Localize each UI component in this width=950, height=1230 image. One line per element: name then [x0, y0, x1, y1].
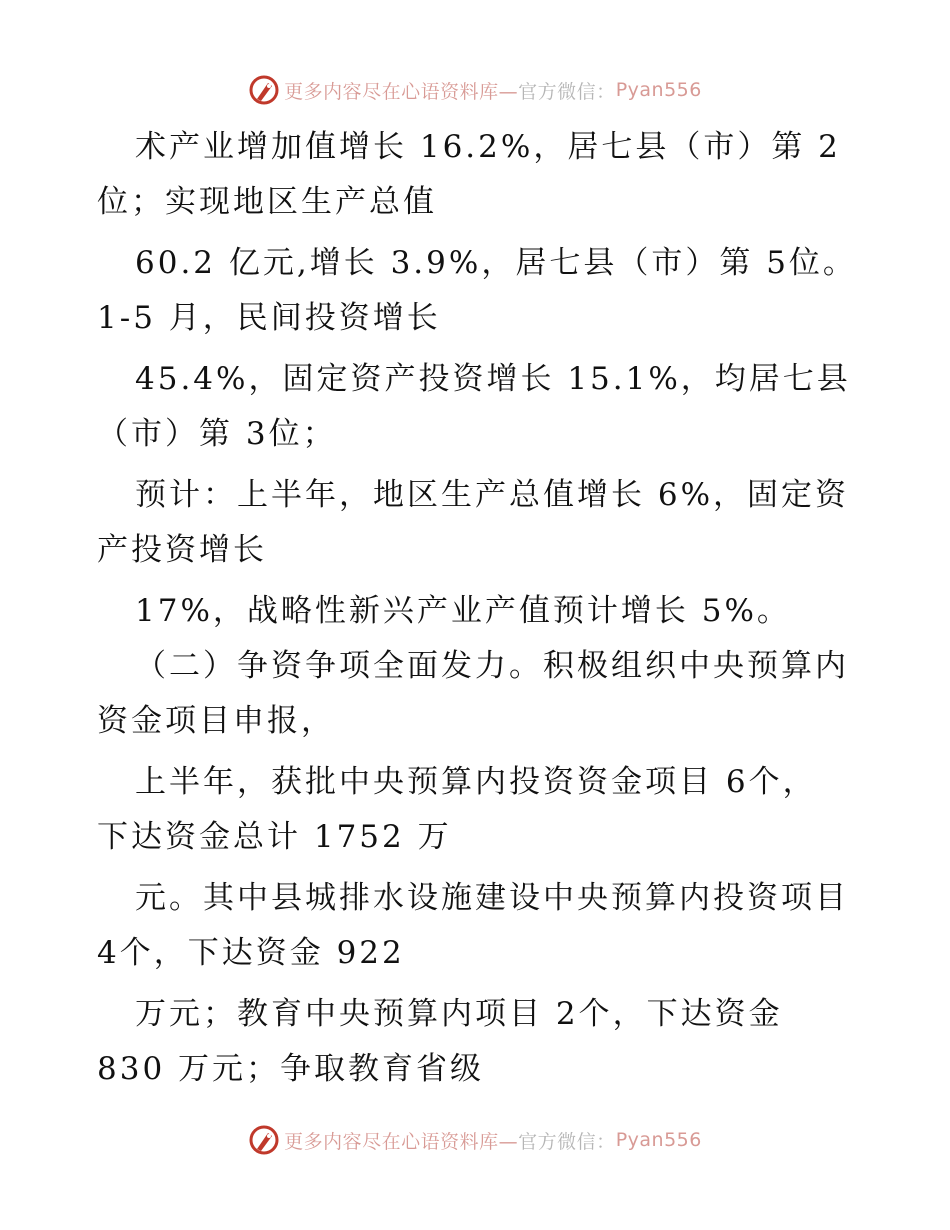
banner-wechat-id: Pyan556 [615, 1129, 702, 1151]
text-line: 资金项目申报， [97, 703, 335, 739]
text-line: （二）争资争项全面发力。积极组织中央预算内 [135, 648, 849, 684]
text-line: 产投资增长 [97, 532, 267, 568]
text-line: 术产业增加值增长 16.2%，居七县（市）第 2 [135, 129, 841, 165]
text-line: 上半年，获批中央预算内投资资金项目 6个， [135, 764, 817, 800]
text-line: （市）第 3位； [97, 416, 337, 452]
text-line: 万元；教育中央预算内项目 2个，下达资金 [135, 996, 783, 1032]
banner-text: 更多内容尽在心语资料库— [284, 80, 519, 103]
banner-wechat-label: 官方微信： [518, 1130, 616, 1153]
text-line: 下达资金总计 1752 万 [97, 819, 452, 855]
text-line: 1-5 月，民间投资增长 [97, 300, 441, 336]
pen-nib-logo-icon [248, 74, 280, 106]
banner-wechat-label: 官方微信： [518, 80, 616, 103]
pen-nib-logo-icon [248, 1124, 280, 1156]
text-line: 45.4%，固定资产投资增长 15.1%，均居七县 [135, 361, 851, 397]
text-line: 位；实现地区生产总值 [97, 184, 437, 220]
footer-banner [0, 1120, 950, 1160]
text-line: 830 万元；争取教育省级 [97, 1051, 485, 1087]
text-line: 预计：上半年，地区生产总值增长 6%，固定资 [135, 477, 850, 513]
text-line: 60.2 亿元,增长 3.9%，居七县（市）第 5位。 [135, 245, 857, 281]
text-line: 17%，战略性新兴产业产值预计增长 5%。 [135, 593, 791, 629]
text-line: 元。其中县城排水设施建设中央预算内投资项目 [135, 880, 849, 916]
document-body [97, 120, 857, 1097]
header-banner [0, 70, 950, 110]
text-line: 4个，下达资金 922 [97, 935, 405, 971]
banner-wechat-id: Pyan556 [615, 79, 702, 101]
banner-text: 更多内容尽在心语资料库— [284, 1130, 519, 1153]
